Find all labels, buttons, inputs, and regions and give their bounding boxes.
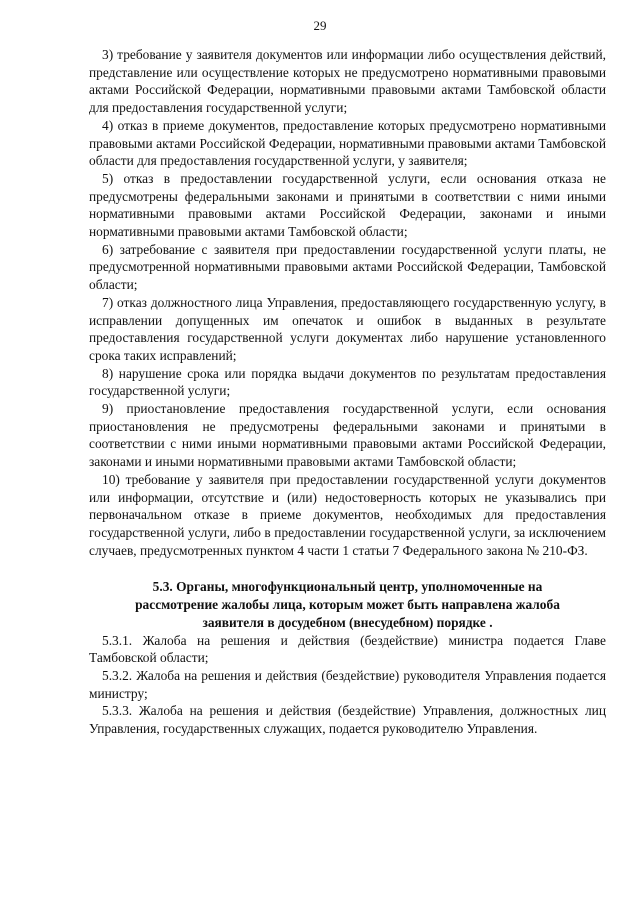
list-item: 3) требование у заявителя документов или информации либо осуществления действий, представление или осуществление которых не предусмотрено нормативными правовыми актами Российской Федерации, нормативными правовыми актами Тамбовской области для предоставления государственной услуги; xyxy=(89,47,606,116)
list-item: 4) отказ в приеме документов, предоставление которых предусмотрено нормативными правовыми актами Российской Федерации, нормативными правовыми актами Тамбовской области для предоставления государственной услуги, у заявителя; xyxy=(89,117,606,169)
section-paragraph: 5.3.2. Жалоба на решения и действия (бездействие) руководителя Управления подается министру; xyxy=(89,667,606,701)
page-number: 29 xyxy=(313,18,327,33)
list-item: 7) отказ должностного лица Управления, предоставляющего государственную услугу, в исправлении допущенных им опечаток и ошибок в выданных в результате предоставления государственной услуги документах либо нарушение установленного срока таких исправлений; xyxy=(89,294,606,363)
section-paragraph: 5.3.1. Жалоба на решения и действия (бездействие) министра подается Главе Тамбовской области; xyxy=(89,632,606,666)
list-item: 6) затребование с заявителя при предоставлении государственной услуги платы, не предусмотренной нормативными правовыми актами Российской Федерации, Тамбовской области; xyxy=(89,241,606,293)
list-item: 5) отказ в предоставлении государственной услуги, если основания отказа не предусмотрены федеральными законами и принятыми в соответствии с ними иными нормативными правовыми актами Российской Федерации, законами и иными нормативными правовыми актами Тамбовской области; xyxy=(89,170,606,240)
section-heading-line: 5.3. Органы, многофункциональный центр, уполномоченные на xyxy=(152,579,543,595)
section-heading-line: рассмотрение жалобы лица, которым может быть направлена жалоба xyxy=(135,597,560,613)
section-paragraph: 5.3.3. Жалоба на решения и действия (бездействие) Управления, должностных лиц Управления, государственных служащих, подается руководителю Управления. xyxy=(89,703,606,737)
document-body xyxy=(89,46,606,738)
list-item: 8) нарушение срока или порядка выдачи документов по результатам предоставления государственной услуги; xyxy=(89,365,606,399)
section-heading xyxy=(89,578,606,631)
list-item: 10) требование у заявителя при предоставлении государственной услуги документов или информации, отсутствие и (или) недостоверность которых не указывались при первоначальном отказе в приеме документов, необходимых для предоставления государственной услуги, либо в предоставлении государственной услуги, за исключением случаев, предусмотренных пунктом 4 части 1 статьи 7 Федерального закона № 210-ФЗ. xyxy=(89,471,606,558)
list-item: 9) приостановление предоставления государственной услуги, если основания приостановления не предусмотрены федеральными законами и принятыми в соответствии с ними иными нормативными правовыми актами Российской Федерации, законами и иными нормативными правовыми актами Тамбовской области; xyxy=(89,401,606,470)
section-heading-line: заявителя в досудебном (внесудебном) порядке . xyxy=(202,614,493,630)
